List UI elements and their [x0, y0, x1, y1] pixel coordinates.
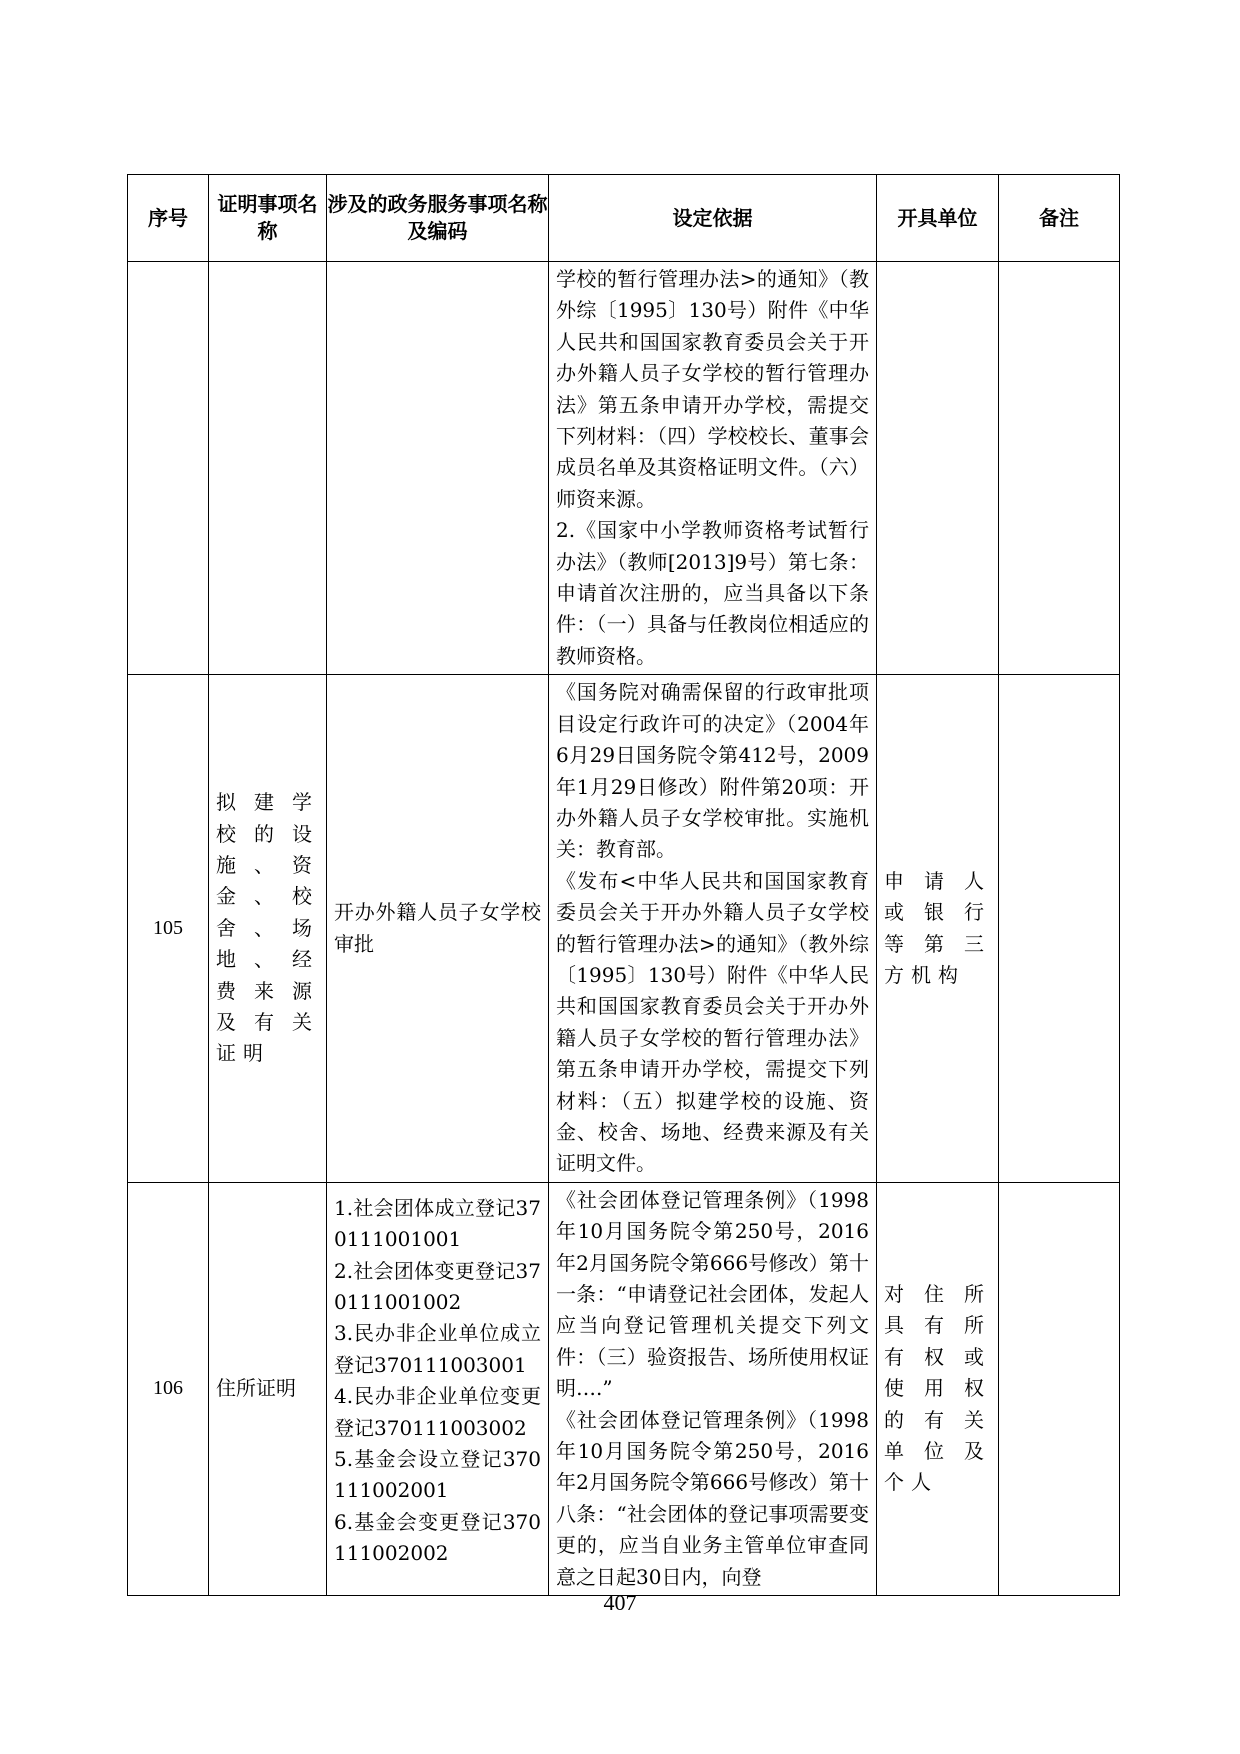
header-row	[128, 175, 1120, 262]
table-row	[128, 675, 1120, 1183]
row-number: 106	[128, 1182, 209, 1595]
page-number: 407	[603, 1590, 637, 1615]
header-certificate-item-name: 证明事项名称	[209, 175, 327, 262]
row-certificate-name: 住所证明	[209, 1182, 327, 1595]
row-legal-basis	[549, 262, 877, 675]
row-service-items	[327, 262, 549, 675]
row-issuing-unit	[877, 262, 999, 675]
basis-paragraph: 《发布<中华人民共和国国家教育委员会关于开办外籍人员子女学校的暂行管理办法>的通知》（教外综〔1995〕130号）附件《中华人民共和国国家教育委员会关于开办外籍人员子女学校的暂行管理办法》第五条申请开办学校，需提交下列材料：（五）拟建学校的设施、资金、校舍、场地、经费来源及有关证明文件。	[556, 868, 869, 1176]
basis-paragraph: 《国务院对确需保留的行政审批项目设定行政许可的决定》（2004年6月29日国务院令第412号，2009年1月29日修改）附件第20项：开办外籍人员子女学校审批。实施机关：教育部。	[556, 680, 869, 862]
service-item: 2.社会团体变更登记370111001002	[334, 1258, 541, 1314]
row-remarks	[999, 675, 1120, 1183]
row-service-items	[327, 675, 549, 1183]
header-remarks: 备注	[999, 175, 1120, 262]
basis-paragraph: 学校的暂行管理办法>的通知》（教外综〔1995〕130号）附件《中华人民共和国国家教育委员会关于开办外籍人员子女学校的暂行管理办法》第五条申请开办学校，需提交下列材料：（四）学校校长、董事会成员名单及其资格证明文件。（六）师资来源。	[556, 267, 869, 511]
row-legal-basis	[549, 675, 877, 1183]
service-item: 5.基金会设立登记370111002001	[334, 1447, 541, 1503]
row-remarks	[999, 1182, 1120, 1595]
row-issuing-unit: 对住所具有所有权或使用权的有关单位及个人	[877, 1182, 999, 1595]
service-item: 3.民办非企业单位成立登记370111003001	[334, 1321, 541, 1377]
basis-paragraph: 《社会团体登记管理条例》（1998年10月国务院令第250号，2016年2月国务院令第666号修改）第十一条：“申请登记社会团体，发起人应当向登记管理机关提交下列文件：（三）验资报告、场所使用权证明….”	[556, 1187, 869, 1401]
basis-paragraph: 2.《国家中小学教师资格考试暂行办法》（教师[2013]9号）第七条：申请首次注册的，应当具备以下条件：（一）具备与任教岗位相适应的教师资格。	[556, 518, 869, 668]
header-issuing-unit: 开具单位	[877, 175, 999, 262]
row-number	[128, 262, 209, 675]
basis-paragraph: 《社会团体登记管理条例》（1998年10月国务院令第250号，2016年2月国务院令第666号修改）第十八条：“社会团体的登记事项需要变更的，应当自业务主管单位审查同意之日起30日内，向登	[556, 1407, 869, 1589]
header-legal-basis: 设定依据	[549, 175, 877, 262]
row-certificate-name	[209, 262, 327, 675]
row-remarks	[999, 262, 1120, 675]
header-service-item-name-code: 涉及的政务服务事项名称及编码	[327, 175, 549, 262]
row-legal-basis	[549, 1182, 877, 1595]
row-service-items	[327, 1182, 549, 1595]
service-item: 1.社会团体成立登记370111001001	[334, 1195, 541, 1252]
row-issuing-unit: 申请人或银行等第三方机构	[877, 675, 999, 1183]
table-row	[128, 262, 1120, 675]
service-item: 开办外籍人员子女学校审批	[334, 900, 541, 956]
row-certificate-name: 拟建学校的设施、资金、校舍、场地、经费来源及有关证明	[209, 675, 327, 1183]
table-row	[128, 1182, 1120, 1595]
service-item: 4.民办非企业单位变更登记370111003002	[334, 1384, 541, 1440]
header-serial-number: 序号	[128, 175, 209, 262]
service-item: 6.基金会变更登记370111002002	[334, 1509, 541, 1566]
certification-table	[127, 174, 1120, 1596]
row-number: 105	[128, 675, 209, 1183]
